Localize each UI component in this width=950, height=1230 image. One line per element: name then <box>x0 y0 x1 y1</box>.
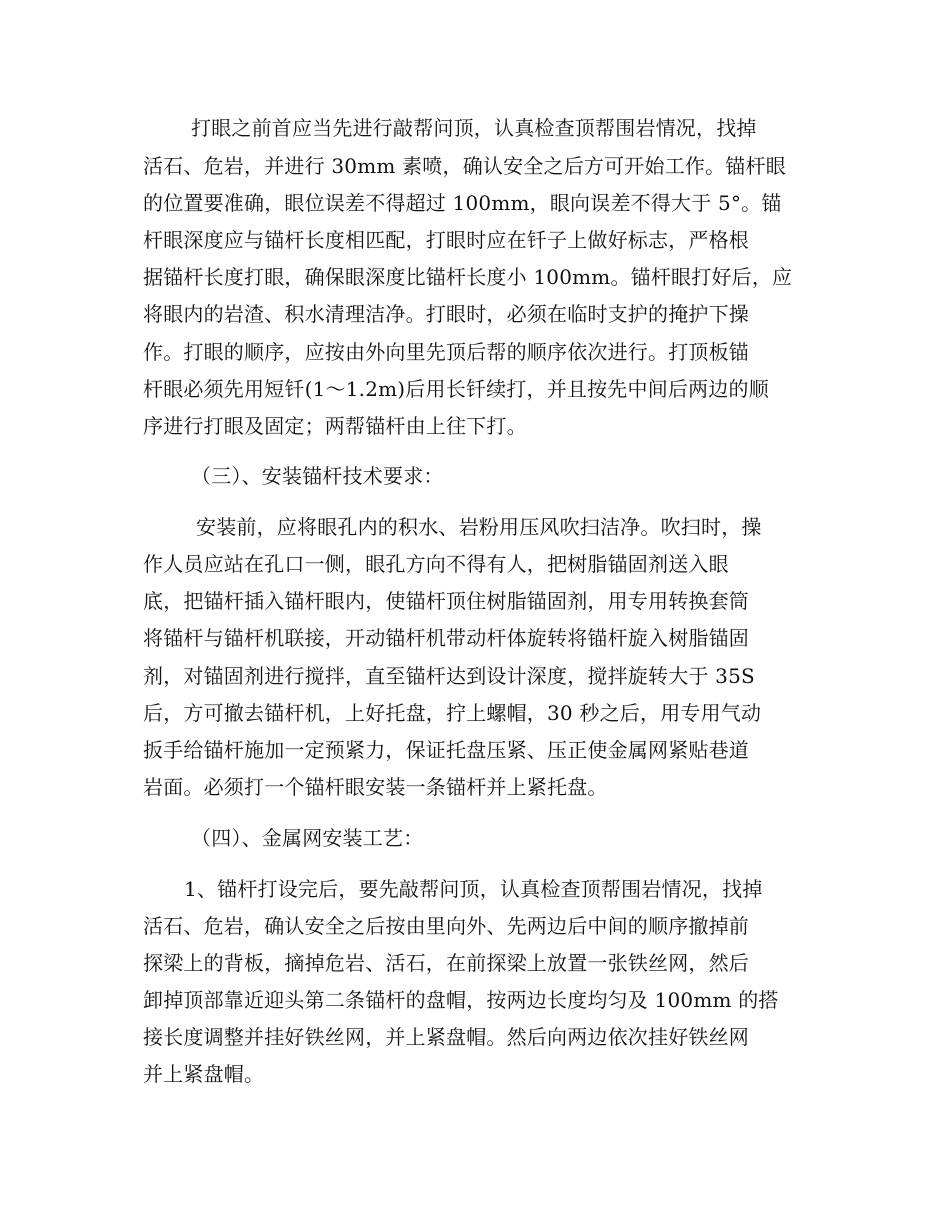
text-line: 后，方可撤去锚杆机，上好托盘，拧上螺帽，30 秒之后，用专用气动 <box>143 701 762 725</box>
text-line: 作人员应站在孔口一侧，眼孔方向不得有人，把树脂锚固剂送入眼 <box>143 552 729 576</box>
text-line: 1、锚杆打设完后，要先敲帮问顶，认真检查顶帮围岩情况，找掉 <box>184 877 763 901</box>
text-line: 接长度调整并挂好铁丝网，并上紧盘帽。然后向两边依次挂好铁丝网 <box>143 1025 749 1049</box>
text-line: 岩面。必须打一个锚杆眼安装一条锚杆并上紧托盘。 <box>143 775 608 799</box>
text-line: 的位置要准确，眼位误差不得超过 100mm，眼向误差不得大于 5°。锚 <box>143 191 782 215</box>
text-line: 活石、危岩，确认安全之后按由里向外、先两边后中间的顺序撤掉前 <box>143 914 749 938</box>
text-line: 探梁上的背板，摘掉危岩、活石，在前探梁上放置一张铁丝网，然后 <box>143 951 749 975</box>
text-line: 卸掉顶部靠近迎头第二条锚杆的盘帽，按两边长度均匀及 100mm 的搭 <box>143 988 779 1012</box>
text-line: 安装前，应将眼孔内的积水、岩粉用压风吹扫洁净。吹扫时，操 <box>196 515 762 539</box>
text-line: 杆眼必须先用短钎(1～1.2m)后用长钎续打，并且按先中间后两边的顺 <box>143 377 769 401</box>
text-line: 并上紧盘帽。 <box>143 1062 265 1086</box>
text-line: 底，把锚杆插入锚杆眼内，使锚杆顶住树脂锚固剂，用专用转换套筒 <box>143 589 749 613</box>
text-line: 杆眼深度应与锚杆长度相匹配，打眼时应在钎子上做好标志，严格根 <box>143 228 749 252</box>
text-line: 扳手给锚杆施加一定预紧力，保证托盘压紧、压正使金属网紧贴巷道 <box>143 738 749 762</box>
text-line: 作。打眼的顺序，应按由外向里先顶后帮的顺序依次进行。打顶板锚 <box>143 340 749 364</box>
text-line: 据锚杆长度打眼，确保眼深度比锚杆长度小 100mm。锚杆眼打好后，应 <box>143 265 793 289</box>
text-line: 将眼内的岩渣、积水清理洁净。打眼时，必须在临时支护的掩护下操 <box>143 302 749 326</box>
text-line: 活石、危岩，并进行 30mm 素喷，确认安全之后方可开始工作。锚杆眼 <box>143 154 786 178</box>
text-line: 序进行打眼及固定；两帮锚杆由上往下打。 <box>143 414 527 438</box>
section-heading-4: （四）、金属网安装工艺： <box>191 826 424 850</box>
text-line: 剂，对锚固剂进行搅拌，直至锚杆达到设计深度，搅拌旋转大于 35S <box>143 664 755 688</box>
text-line: 打眼之前首应当先进行敲帮问顶，认真检查顶帮围岩情况，找掉 <box>191 116 757 140</box>
section-heading-3: （三）、安装锚杆技术要求： <box>191 464 444 488</box>
text-line: 将锚杆与锚杆机联接，开动锚杆机带动杆体旋转将锚杆旋入树脂锚固 <box>143 626 749 650</box>
